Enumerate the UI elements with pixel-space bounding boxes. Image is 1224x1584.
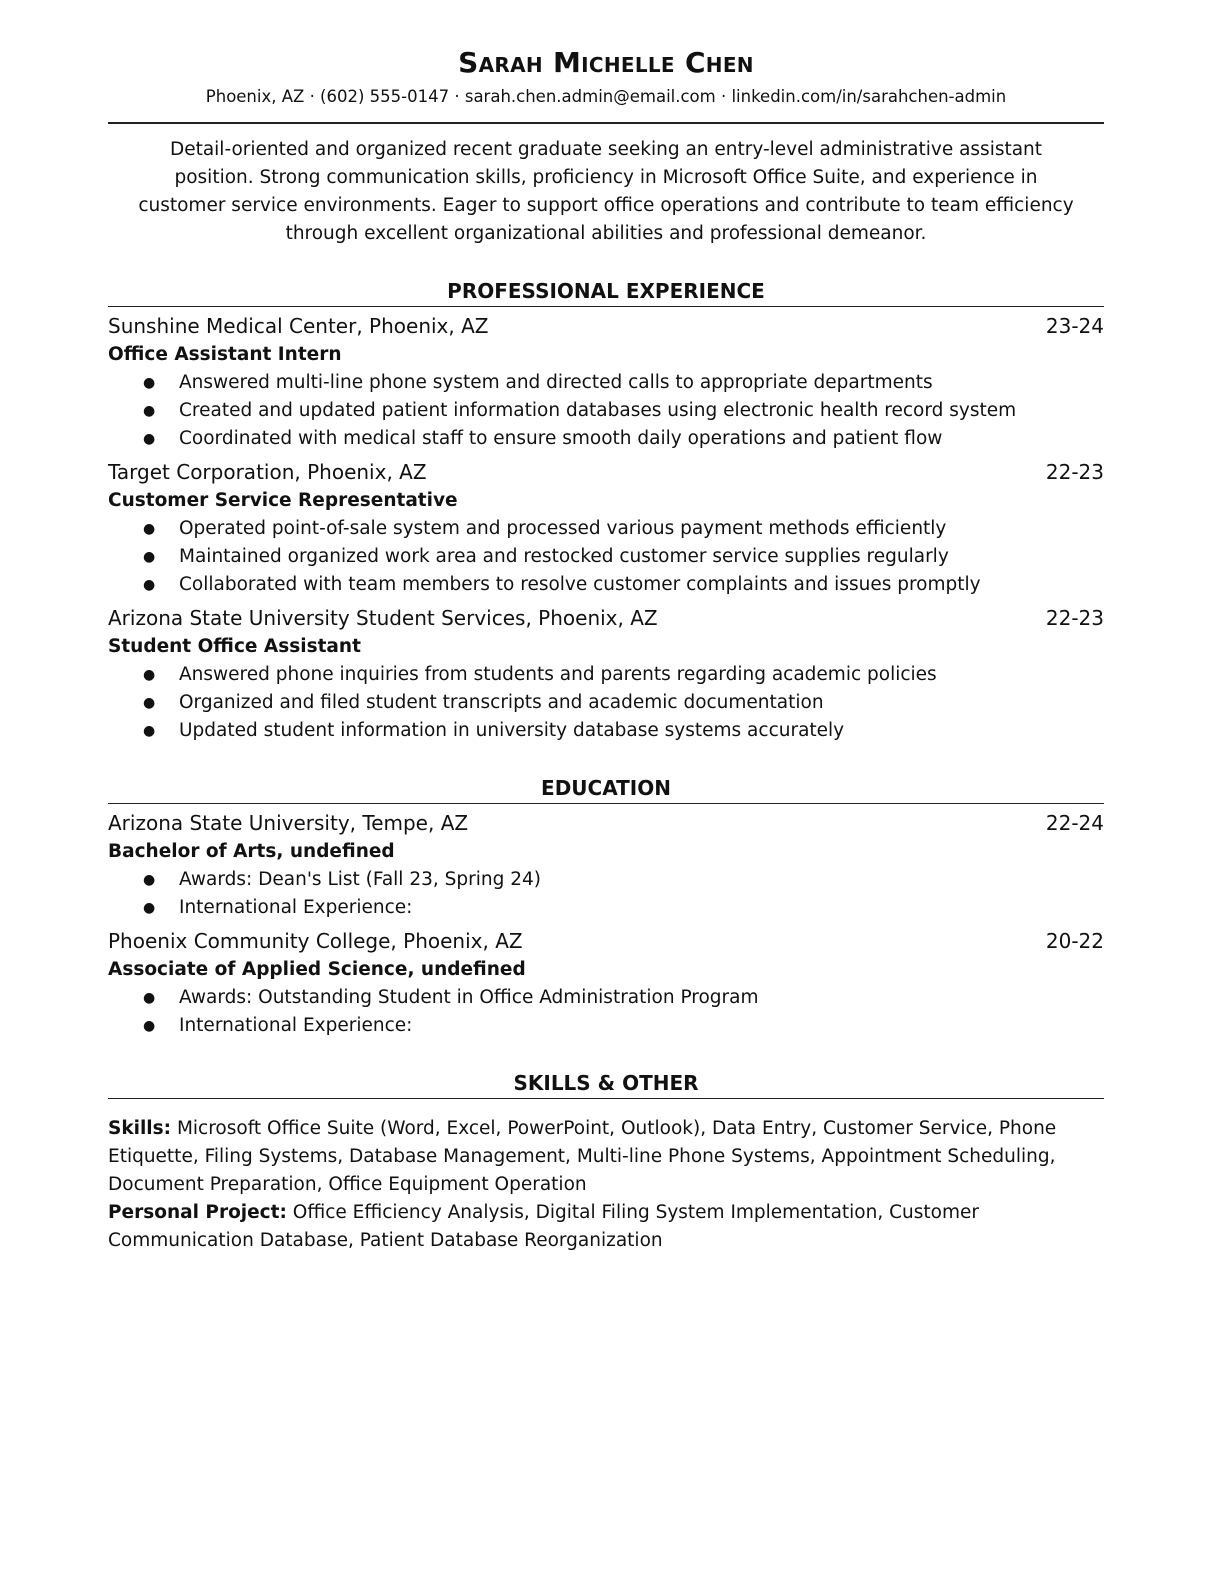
bullet-list (108, 984, 1104, 1040)
project-label: Personal Project: (108, 1202, 287, 1223)
bullet-item: ● International Experience: (108, 1012, 1104, 1040)
header-divider (108, 122, 1104, 124)
bullet-item: ● International Experience: (108, 894, 1104, 922)
experience-section-title: PROFESSIONAL EXPERIENCE (108, 278, 1104, 307)
project-line (108, 1199, 1104, 1255)
entry-dates: 22-23 (1045, 606, 1104, 630)
entry-organization: Target Corporation, Phoenix, AZ (108, 460, 427, 484)
bullet-list (108, 661, 1104, 745)
education-section-title: EDUCATION (108, 775, 1104, 804)
bullet-item: ● Answered phone inquiries from students and parents regarding academic policies (108, 661, 1104, 689)
bullet-item: ● Operated point-of-sale system and processed various payment methods efficiently (108, 515, 1104, 543)
entry-organization: Arizona State University, Tempe, AZ (108, 811, 469, 835)
entry-degree: Associate of Applied Science, undefined (108, 959, 526, 980)
entry-dates: 20-22 (1045, 929, 1104, 953)
bullet-item: ● Maintained organized work area and restocked customer service supplies regularly (108, 543, 1104, 571)
entry-role: Office Assistant Intern (108, 344, 342, 365)
bullet-list (108, 369, 1104, 453)
entry-role: Student Office Assistant (108, 636, 361, 657)
skills-block (108, 1115, 1104, 1255)
bullet-item: ● Coordinated with medical staff to ensure smooth daily operations and patient flow (108, 425, 1104, 453)
summary-paragraph: Detail-oriented and organized recent graduate seeking an entry-level administrative assistant position. Strong communication skills, proficiency in Microsoft Office Suite, and experience in customer service environments. Eager to support office operations and contribute to team efficiency through excellent organizational abilities and professional demeanor. (138, 139, 1074, 244)
candidate-name: Sarah Michelle Chen (458, 46, 754, 79)
experience-entry (108, 603, 1104, 745)
entry-organization: Sunshine Medical Center, Phoenix, AZ (108, 314, 489, 338)
bullet-item: ● Updated student information in university database systems accurately (108, 717, 1104, 745)
experience-entry (108, 457, 1104, 599)
project-text: Office Efficiency Analysis, Digital Filing System Implementation, Customer Communication Database, Patient Database Reorganization (108, 1202, 979, 1251)
entry-dates: 22-23 (1045, 460, 1104, 484)
bullet-item: ● Awards: Outstanding Student in Office Administration Program (108, 984, 1104, 1012)
entry-role: Customer Service Representative (108, 490, 458, 511)
bullet-list (108, 515, 1104, 599)
entry-organization: Arizona State University Student Services, Phoenix, AZ (108, 606, 658, 630)
bullet-item: ● Organized and filed student transcripts and academic documentation (108, 689, 1104, 717)
entry-dates: 22-24 (1045, 811, 1104, 835)
entry-degree: Bachelor of Arts, undefined (108, 841, 395, 862)
bullet-item: ● Awards: Dean's List (Fall 23, Spring 24) (108, 866, 1104, 894)
skills-section-title: SKILLS & OTHER (108, 1070, 1104, 1099)
bullet-item: ● Created and updated patient information databases using electronic health record system (108, 397, 1104, 425)
experience-entry (108, 311, 1104, 453)
bullet-list (108, 866, 1104, 922)
bullet-item: ● Answered multi-line phone system and directed calls to appropriate departments (108, 369, 1104, 397)
entry-organization: Phoenix Community College, Phoenix, AZ (108, 929, 523, 953)
skills-text: Microsoft Office Suite (Word, Excel, PowerPoint, Outlook), Data Entry, Customer Service, Phone Etiquette, Filing Systems, Database Management, Multi-line Phone Systems, Appointment Scheduling, Document Preparation, Office Equipment Operation (108, 1118, 1057, 1195)
education-entry (108, 808, 1104, 922)
entry-dates: 23-24 (1045, 314, 1104, 338)
skills-label: Skills: (108, 1118, 172, 1139)
bullet-item: ● Collaborated with team members to resolve customer complaints and issues promptly (108, 571, 1104, 599)
contact-line: Phoenix, AZ · (602) 555-0147 · sarah.chen.admin@email.com · linkedin.com/in/sarahchen-admin (205, 87, 1007, 106)
education-entry (108, 926, 1104, 1040)
skills-line (108, 1115, 1104, 1199)
